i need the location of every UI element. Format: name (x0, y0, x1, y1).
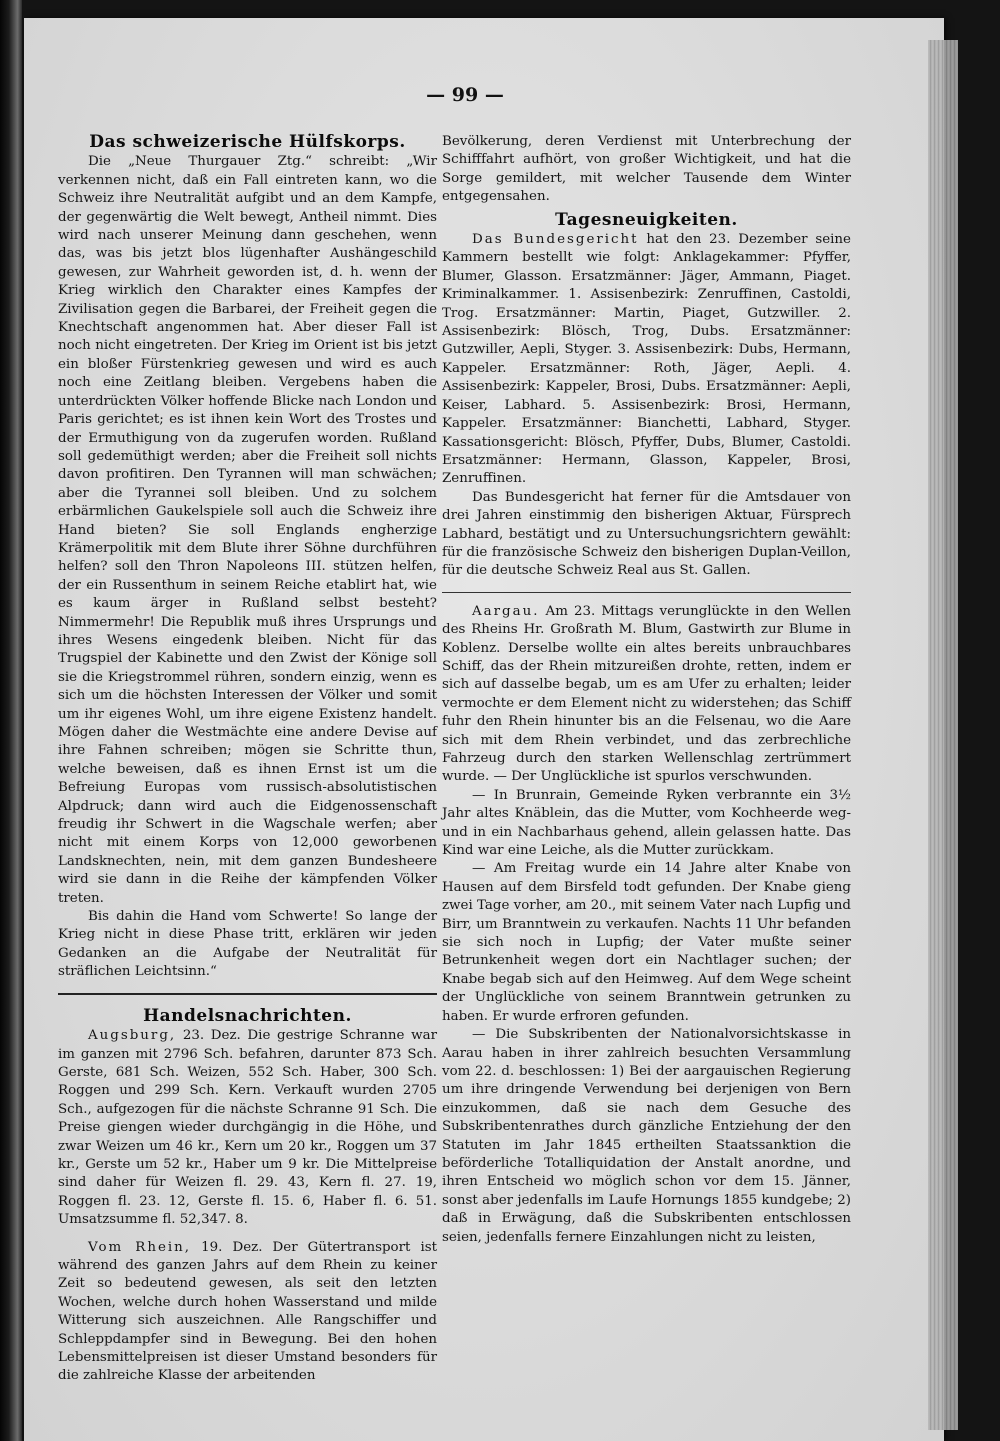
right-column (442, 133, 851, 1247)
news-entry (442, 489, 851, 581)
news-entry (442, 603, 851, 787)
news-entry (442, 1026, 851, 1247)
entry-text: 19. Dez. Der Gütertransport ist während des ganzen Jahrs auf dem Rhein zu keiner Zeit so bedeutend gewesen, als seit den letzten Wochen, welche durch hohen Wasserstand und milde Witterung sich auszeichnen. Alle Rangschiffer und Schleppdampfer sind in Bewegung. Bei den hohen Lebensmittelpreisen ist dieser Umstand besonders für die zahlreiche Klasse der arbeitenden (58, 1239, 437, 1384)
news-entry (58, 1027, 437, 1229)
news-entry (442, 231, 851, 489)
book-spine-edge (0, 0, 22, 1441)
article-paragraph: Bis dahin die Hand vom Schwerte! So lange der Krieg nicht in diese Phase tritt, erklären wir jeden Gedanken an die Aufgabe der Neutralität für sträflichen Leichtsinn.“ (58, 909, 437, 980)
article-heading-handelsnachrichten: Handelsnachrichten. (143, 1005, 352, 1026)
entry-text: hat den 23. Dezember seine Kammern bestellt wie folgt: Anklagekammer: Pfyffer, Blumer, Glasson. Ersatzmänner: Jäger, Ammann, Piaget. Kriminalkammer. 1. Assisenbezirk: Zenruffinen, Castoldi, Trog. Ersatzmänner: Martin, Piaget, Gutzwiller. 2. Assisenbezirk: Blösch, Trog, Dubs. Ersatzmänner: Gutzwiller, Aepli, Styger. 3. Assisenbezirk: Dubs, Hermann, Kappeler. Ersatzmänner: Roth, Jäger, Aepli. 4. Assisenbezirk: Kappeler, Brosi, Dubs. Ersatzmänner: Aepli, Keiser, Labhard. 5. Assisenbezirk: Brosi, Hermann, Kappeler. Ersatzmänner: Bianchetti, Labhard, Styger. Kassationsgericht: Blösch, Pfyffer, Dubs, Blumer, Castoldi. Ersatzmänner: Hermann, Glasson, Kappeler, Brosi, Zenruffinen. (442, 232, 851, 487)
entry-text: — Am Freitag wurde ein 14 Jahre alter Knabe von Hausen auf dem Birsfeld todt gefunden. Der Knabe gieng zwei Tage vorher, am 20., mit seinem Vater nach Lupfig und Birr, um Branntwein zu verkaufen. Nachts 11 Uhr befanden sie sich noch in Lupfig; der Vater mußte seiner Betrunkenheit wegen dort ein Nachtlager suchen; der Knabe begab sich auf den Heimweg. Auf dem Wege scheint der Unglückliche von seinem Branntwein getrunken zu haben. Er wurde erfroren gefunden. (442, 861, 851, 1024)
entry-text: Am 23. Mittags verunglückte in den Wellen des Rheins Hr. Großrath M. Blum, Gastwirth zur Blume in Koblenz. Derselbe wollte ein altes bereits unbrauchbares Schiff, das der Rhein mitzureißen drohte, retten, indem er sich auf dasselbe begab, um es am Ufer zu erhalten; leider vermochte er dem Element nicht zu widerstehen; das Schiff fuhr den Rhein hinunter bis an die Felsenau, wo die Aare sich mit dem Rhein verbindet, und das zerbrechliche Fahrzeug durch den starken Wellenschlag zertrümmert wurde. — Der Unglückliche ist spurlos verschwunden. (442, 603, 851, 785)
dateline: Vom Rhein, (88, 1239, 192, 1255)
entry-text: 23. Dez. Die gestrige Schranne war im ganzen mit 2796 Sch. befahren, darunter 873 Sch. Gerste, 681 Sch. Weizen, 552 Sch. Haber, 300 Sch. Roggen und 299 Sch. Kern. Verkauft wurden 2705 Sch., aufgezogen für die nächste Schranne 91 Sch. Die Preise giengen wieder durchgängig in die Höhe, und zwar Weizen um 46 kr., Kern um 20 kr., Roggen um 37 kr., Gerste um 52 kr., Haber um 9 kr. Die Mittelpreise sind daher für Weizen fl. 29. 43, Kern fl. 27. 19, Roggen fl. 23. 12, Gerste fl. 15. 6, Haber fl. 6. 51. Umsatzsumme fl. 52,347. 8. (58, 1028, 437, 1228)
article-heading-tagesneuigkeiten: Tagesneuigkeiten. (555, 209, 738, 230)
continuation-paragraph: Bevölkerung, deren Verdienst mit Unterbrechung der Schifffahrt aufhört, von großer Wichtigkeit, und hat die Sorge gemildert, mit welcher Tausende dem Winter entgegensahen. (442, 134, 851, 205)
dateline: Augsburg, (88, 1028, 177, 1044)
news-entry (442, 860, 851, 1026)
dateline: Das Bundesgericht (472, 232, 639, 248)
entry-text: Das Bundesgericht hat ferner für die Amtsdauer von drei Jahren einstimmig den bisherigen Aktuar, Fürsprech Labhard, bestätigt und zu Untersuchungsrichtern gewählt: für die französische Schweiz den bisherigen Duplan-Veillon, für die deutsche Schweiz Real aus St. Gallen. (442, 489, 851, 579)
news-entry (58, 1239, 437, 1386)
page-number: — 99 — (426, 84, 504, 106)
entry-text: — In Brunrain, Gemeinde Ryken verbrannte ein 3½ Jahr altes Knäblein, das die Mutter, vom Kochheerde weg- und in ein Nachbarhaus gehend, allein gelassen hatte. Das Kind war eine Leiche, als die Mutter zurückkam. (442, 787, 851, 859)
left-column (58, 133, 437, 1386)
page-stack-edge (928, 40, 958, 1430)
article-heading-hulfskorps: Das schweizerische Hülfskorps. (89, 132, 406, 152)
article-paragraph: Die „Neue Thurgauer Ztg.“ schreibt: „Wir verkennen nicht, daß ein Fall eintreten kann, wo die Schweiz ihre Neutralität aufgibt und an dem Kampfe, der gegenwärtig die Welt bewegt, Antheil nimmt. Dies wird nach unserer Meinung dann geschehen, wenn das, was bis jetzt blos lügenhafter Aushängeschild gewesen, zur Wahrheit geworden ist, d. h. wenn der Krieg wirklich den Charakter eines Kampfes der Zivilisation gegen die Barbarei, der Freiheit gegen die Knechtschaft angenommen hat. Aber dieser Fall ist noch nicht eingetreten. Der Krieg im Orient ist bis jetzt ein bloßer Fürstenkrieg gewesen und wird es auch noch eine Zeitlang bleiben. Vergebens haben die unterdrückten Völker hoffende Blicke nach London und Paris gerichtet; es ist ihnen kein Wort des Trostes und der Ermuthigung von da zugerufen worden. Rußland soll gedemüthigt werden; aber die Freiheit soll nichts davon profitiren. Den Tyrannen will man schwächen; aber die Tyrannei soll bleiben. Und zu solchem erbärmlichen Gaukelspiele soll auch die Schweiz ihre Hand bieten? Sie soll Englands engherzige Krämerpolitik mit dem Blute ihrer Söhne durchführen helfen? soll den Thron Napoleons III. stützen helfen, der ein Russenthum in seinem Reiche etablirt hat, wie es kaum ärger in Rußland selbst besteht? Nimmermehr! Die Republik muß ihres Ursprungs und ihres Wesens eingedenk bleiben. Nicht für das Trugspiel der Kabinette und den Zwist der Könige soll sie die Kriegstrommel rühren, sondern einzig, wenn es sich um die höchsten Interessen der Völker und somit um ihr eigenes Wohl, um ihre eigene Existenz handelt. Mögen daher die Westmächte eine andere Devise auf ihre Fahnen schreiben; mögen sie Schritte thun, welche beweisen, daß es ihnen Ernst ist um die Befreiung Europas vom russisch-absolutistischen Alpdruck; dann wird auch die Eidgenossenschaft freudig ihr Schwert in die Wagschale werfen; aber nicht mit einem Korps von 12,000 geworbenen Landsknechten, nein, mit dem ganzen Bundesheere wird sie dann in die Reihe der kämpfenden Völker treten. (58, 154, 437, 906)
section-divider (442, 592, 851, 593)
dateline: Aargau. (472, 603, 540, 619)
news-entry (442, 787, 851, 861)
entry-text: — Die Subskribenten der Nationalvorsichtskasse in Aarau haben in ihrer zahlreich besuchten Versammlung vom 22. d. beschlossen: 1) Bei der aargauischen Regierung um ihre dringende Verwendung bei derjenigen von Bern einzukommen, daß sie nach dem Gesuche des Subskribentenrathes durch gänzliche Entziehung der den Statuten im Jahr 1845 ertheilten Staatssanktion die beförderliche Totalliquidation der Anstalt anordne, und ihren Entscheid wo möglich schon vor dem 15. Jänner, sonst aber jedenfalls im Laufe Hornungs 1855 kundgebe; 2) daß in Erwägung, daß die Subskribenten entschlossen seien, jedenfalls fernere Einzahlungen nicht zu leisten, (442, 1027, 851, 1245)
section-divider (58, 993, 437, 995)
